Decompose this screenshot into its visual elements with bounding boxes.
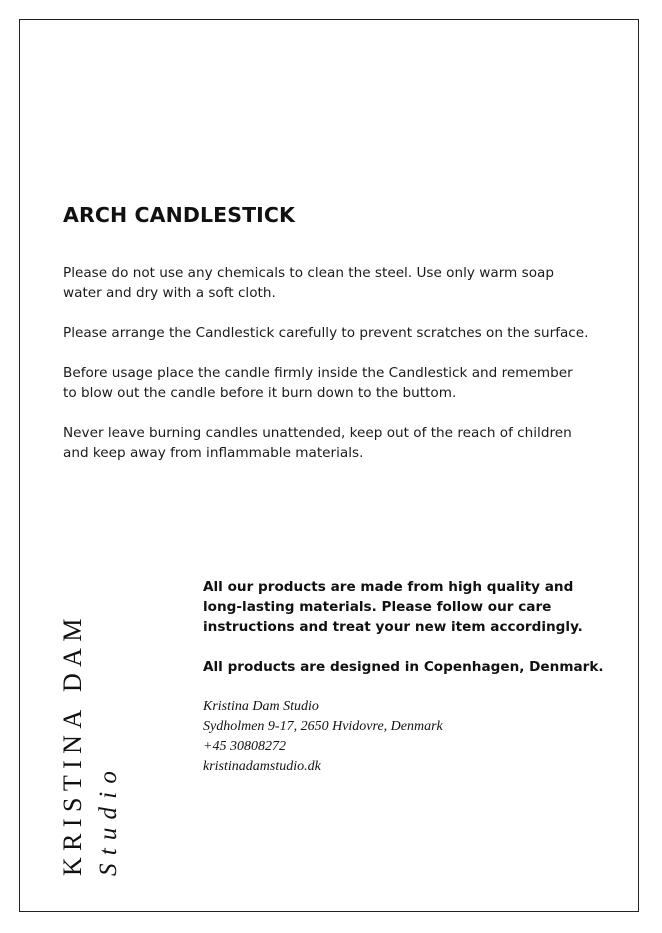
company-address: Sydholmen 9-17, 2650 Hvidovre, Denmark: [203, 719, 443, 734]
company-website: kristinadamstudio.dk: [203, 759, 321, 774]
brand-subtitle: Studio: [95, 762, 122, 876]
care-instructions: [63, 263, 623, 483]
brand-logo: [58, 578, 128, 876]
instruction-paragraph: Before usage place the candle firmly inside the Candlestick and remember to blow out the candle before it burn down to the buttom.: [63, 365, 573, 401]
instruction-paragraph: Never leave burning candles unattended, keep out of the reach of children and keep away from inflammable materials.: [63, 425, 572, 461]
company-info: [203, 577, 633, 777]
instruction-paragraph: Please arrange the Candlestick carefully to prevent scratches on the surface.: [63, 325, 589, 341]
company-phone: +45 30808272: [203, 739, 286, 754]
design-statement: All products are designed in Copenhagen, Denmark.: [203, 659, 604, 675]
brand-name: KRISTINA DAM: [58, 612, 87, 876]
page-title: ARCH CANDLESTICK: [63, 203, 296, 227]
contact-details: [203, 697, 633, 777]
company-name: Kristina Dam Studio: [203, 699, 319, 714]
instruction-paragraph: Please do not use any chemicals to clean the steel. Use only warm soap water and dry with a soft cloth.: [63, 265, 554, 301]
quality-statement: All our products are made from high quality and long-lasting materials. Please follow our care instructions and treat your new item accordingly.: [203, 579, 583, 635]
